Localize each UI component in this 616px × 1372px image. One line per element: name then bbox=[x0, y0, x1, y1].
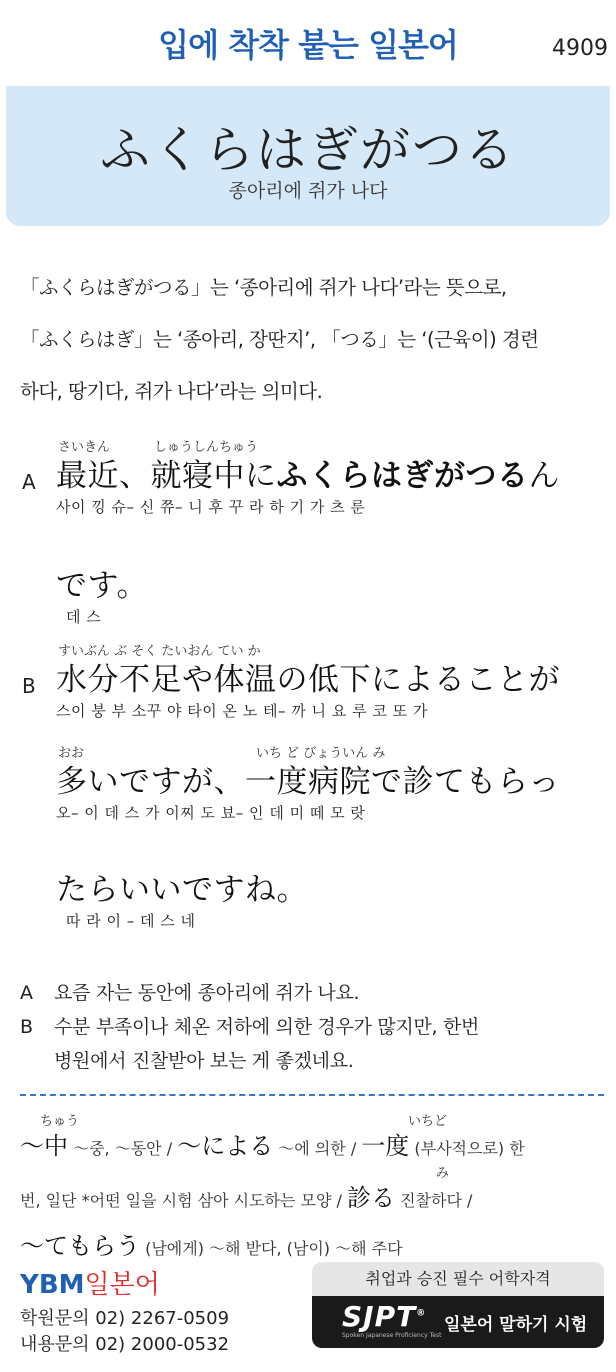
vocab-word: ～てもらう bbox=[20, 1232, 140, 1260]
vocab-line-3 bbox=[20, 1226, 610, 1261]
contact-content: 내용문의 02) 2000-0532 bbox=[20, 1334, 230, 1355]
vocab-word: ～による bbox=[177, 1132, 274, 1160]
translation-a bbox=[20, 978, 359, 1005]
korean-reading: 데 스 bbox=[66, 608, 102, 626]
explanation-line: 하다, 땅기다, 쥐가 나다’라는 의미다. bbox=[20, 380, 323, 403]
japanese-text-bold: ふくらはぎがつる bbox=[276, 458, 529, 494]
dashed-divider bbox=[20, 1094, 604, 1096]
translation-b bbox=[20, 1012, 479, 1039]
ruby: しゅうしんちゅう bbox=[154, 440, 259, 455]
ruby: ちゅう bbox=[40, 1114, 80, 1129]
ybm-logo-text: YBM bbox=[20, 1270, 85, 1300]
phrase-box bbox=[6, 86, 610, 226]
sjpt-logo-subtitle: Spoken Japanese Proficiency Test bbox=[342, 1332, 442, 1339]
sjpt-logo bbox=[342, 1300, 426, 1333]
translation-text: 수분 부족이나 체온 저하에 의한 경우가 많지만, 한번 bbox=[54, 1016, 480, 1038]
ruby: いち ど びょういん み bbox=[256, 746, 386, 761]
japanese-text bbox=[56, 450, 560, 495]
vocab-meaning: (부사적으로) 한 bbox=[409, 1139, 525, 1158]
japanese-text: たらいいですね。 bbox=[56, 872, 308, 908]
vocab-meaning: ～에 의한 / bbox=[273, 1139, 362, 1158]
explanation-line: 「ふくらはぎ」는 ‘종아리, 장딴지’, 「つる」는 ‘(근육이) 경련 bbox=[20, 328, 539, 351]
speaker-a-label: A bbox=[22, 470, 36, 494]
ruby: すいぶん ぶ そく たいおん てい か bbox=[58, 644, 261, 659]
vocab-line-2 bbox=[20, 1178, 610, 1213]
ruby: さいきん bbox=[58, 440, 111, 455]
vocab-word: ～中 bbox=[20, 1132, 68, 1160]
sjpt-logo-text: SJPT bbox=[342, 1300, 417, 1333]
speaker-b-label: B bbox=[22, 674, 36, 698]
column-title: 입에 착착 붙는 일본어 bbox=[158, 26, 458, 64]
explanation bbox=[20, 262, 610, 418]
japanese-text-plain: 最近、就寝中に bbox=[56, 458, 277, 494]
vocab-meaning: 진찰하다 / bbox=[395, 1191, 473, 1210]
japanese-text-plain: ん bbox=[528, 458, 560, 494]
header bbox=[0, 0, 616, 84]
ad-tagline: 취업과 승진 필수 어학자격 bbox=[365, 1269, 551, 1288]
korean-reading: 오– 이 데 스 가 이찌 도 뵤– 인 데 미 떼 모 랏 bbox=[56, 804, 366, 822]
vocab-meaning: ～중, ～동안 / bbox=[68, 1139, 178, 1158]
sjpt-description: 일본어 말하기 시험 bbox=[444, 1315, 588, 1335]
vocab-meaning: (남에게) ～해 받다, (남이) ～해 주다 bbox=[140, 1239, 403, 1258]
ruby: いちど bbox=[408, 1114, 448, 1129]
translation-text: 요즘 자는 동안에 종아리에 쥐가 나요. bbox=[54, 982, 360, 1004]
ruby: おお bbox=[58, 746, 85, 761]
japanese-text: です。 bbox=[56, 568, 149, 604]
vocab-line-1 bbox=[20, 1126, 610, 1161]
explanation-line: 「ふくらはぎがつる」는 ‘종아리에 쥐가 나다’라는 뜻으로, bbox=[20, 276, 507, 299]
translation-label: B bbox=[20, 1016, 33, 1038]
contact-academy: 학원문의 02) 2267-0509 bbox=[20, 1308, 230, 1329]
registered-mark: ® bbox=[416, 1308, 427, 1319]
vocab-word: 一度 bbox=[361, 1132, 410, 1160]
issue-number: 4909 bbox=[552, 36, 608, 61]
phrase-meaning: 종아리에 쥐가 나다 bbox=[228, 180, 388, 202]
japanese-text: 多いですが、一度病院で診てもらっ bbox=[56, 764, 560, 800]
korean-reading: 스이 붕 부 소꾸 야 타이 온 노 테– 까 니 요 루 코 또 가 bbox=[56, 702, 428, 720]
ad-banner bbox=[312, 1296, 604, 1348]
japanese-text: 水分不足や体温の低下によることが bbox=[56, 662, 560, 698]
korean-reading: 따 라 이 – 데 스 네 bbox=[66, 912, 196, 930]
phrase-japanese: ふくらはぎがつる bbox=[100, 121, 516, 179]
vocab-word: 診る bbox=[347, 1184, 396, 1212]
ybm-logo bbox=[20, 1264, 160, 1301]
ruby: み bbox=[436, 1166, 450, 1181]
ybm-logo-text-japanese: 일본어 bbox=[84, 1270, 160, 1300]
sjpt-ad[interactable] bbox=[312, 1262, 604, 1348]
korean-reading: 사이 낑 슈– 신 쮸– 니 후 꾸 라 하 기 가 츠 룬 bbox=[56, 498, 366, 516]
translation-b-continued: 병원에서 진찰받아 보는 게 좋겠네요. bbox=[54, 1050, 354, 1072]
vocab-meaning: 번, 일단 *어떤 일을 시험 삼아 시도하는 모양 / bbox=[20, 1191, 348, 1210]
translation-label: A bbox=[20, 982, 33, 1004]
